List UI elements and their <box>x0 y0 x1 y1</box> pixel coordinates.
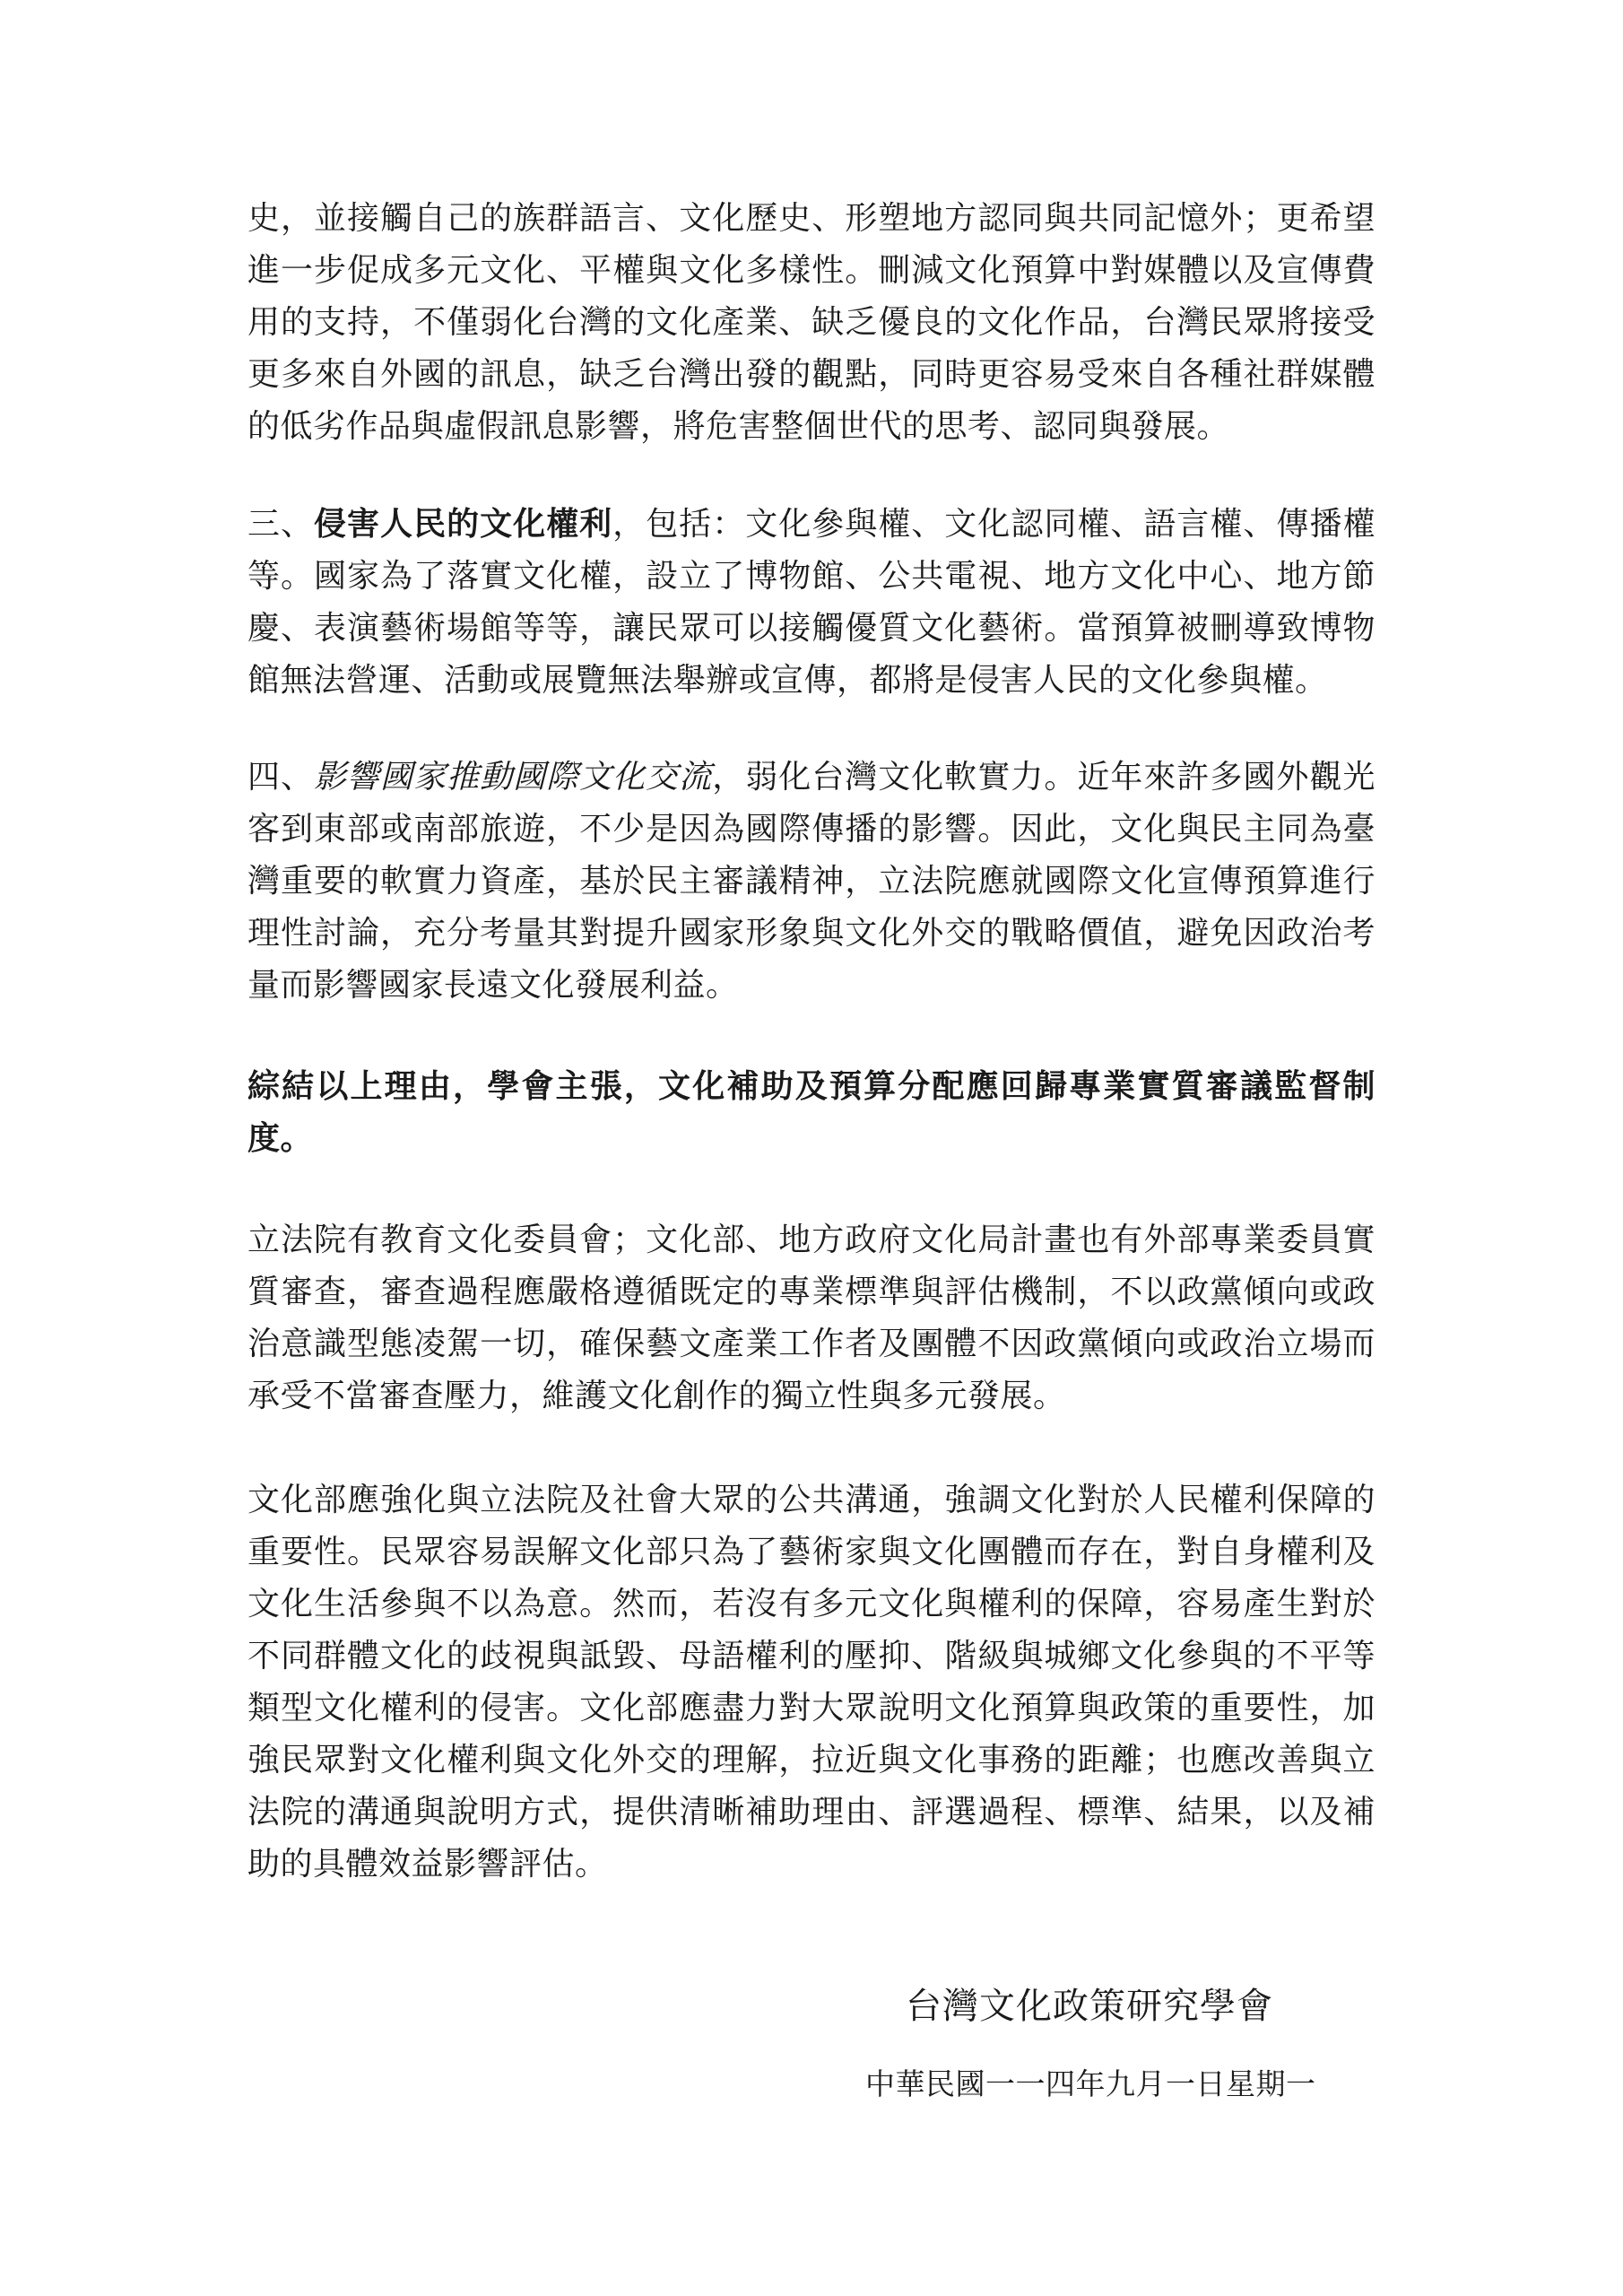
paragraph-international-exchange <box>247 752 1376 1012</box>
paragraph-legislative-review: 立法院有教育文化委員會；文化部、地方政府文化局計畫也有外部專業委員實質審查，審查過程應嚴格遵循既定的專業標準與評估機制，不以政黨傾向或政治意識型態凌駕一切，確保藝文產業工作者及團體不因政黨傾向或政治立場而承受不當審查壓力，維護文化創作的獨立性與多元發展。 <box>247 1222 1376 1414</box>
point-four-prefix: 四、 <box>247 759 315 796</box>
point-four-heading: 影響國家推動國際文化交流 <box>314 759 713 796</box>
document-date: 中華民國一一四年九月一日星期一 <box>865 2066 1316 2101</box>
paragraph-public-communication: 文化部應強化與立法院及社會大眾的公共溝通，強調文化對於人民權利保障的重要性。民眾容易誤解文化部只為了藝術家與文化團體而存在，對自身權利及文化生活參與不以為意。然而，若沒有多元文化與權利的保障，容易產生對於不同群體文化的歧視與詆毀、母語權利的壓抑、階級與城鄉文化參與的不平等類型文化權利的侵害。文化部應盡力對大眾說明文化預算與政策的重要性，加強民眾對文化權利與文化外交的理解，拉近與文化事務的距離；也應改善與立法院的溝通與說明方式，提供清晰補助理由、評選過程、標準、結果，以及補助的具體效益影響評估。 <box>247 1482 1376 1883</box>
point-three-heading: 侵害人民的文化權利 <box>314 505 613 543</box>
paragraph-cultural-rights <box>247 498 1376 707</box>
organization-signature: 台灣文化政策研究學會 <box>906 1986 1273 2027</box>
paragraph-media-support: 史，並接觸自己的族群語言、文化歷史、形塑地方認同與共同記憶外；更希望進一步促成多元文化、平權與文化多樣性。刪減文化預算中對媒體以及宣傳費用的支持，不僅弱化台灣的文化產業、缺乏優良的文化作品，台灣民眾將接受更多來自外國的訊息，缺乏台灣出發的觀點，同時更容易受來自各種社群媒體的低劣作品與虛假訊息影響，將危害整個世代的思考、認同與發展。 <box>247 200 1376 445</box>
document-body <box>247 193 1376 1891</box>
point-four-body: ，弱化台灣文化軟實力。近年來許多國外觀光客到東部或南部旅遊，不少是因為國際傳播的影響。因此，文化與民主同為臺灣重要的軟實力資產，基於民主審議精神，立法院應就國際文化宣傳預算進行理性討論，充分考量其對提升國家形象與文化外交的戰略價值，避免因政治考量而影響國家長遠文化發展利益。 <box>247 759 1376 1004</box>
conclusion-heading: 綜結以上理由，學會主張，文化補助及預算分配應回歸專業實質審議監督制度。 <box>247 1067 1376 1157</box>
point-three-prefix: 三、 <box>247 506 315 543</box>
point-three-body: ，包括：文化參與權、文化認同權、語言權、傳播權等。國家為了落實文化權，設立了博物館、公共電視、地方文化中心、地方節慶、表演藝術場館等等，讓民眾可以接觸優質文化藝術。當預算被刪導致博物館無法營運、活動或展覽無法舉辦或宣傳，都將是侵害人民的文化參與權。 <box>247 506 1376 699</box>
